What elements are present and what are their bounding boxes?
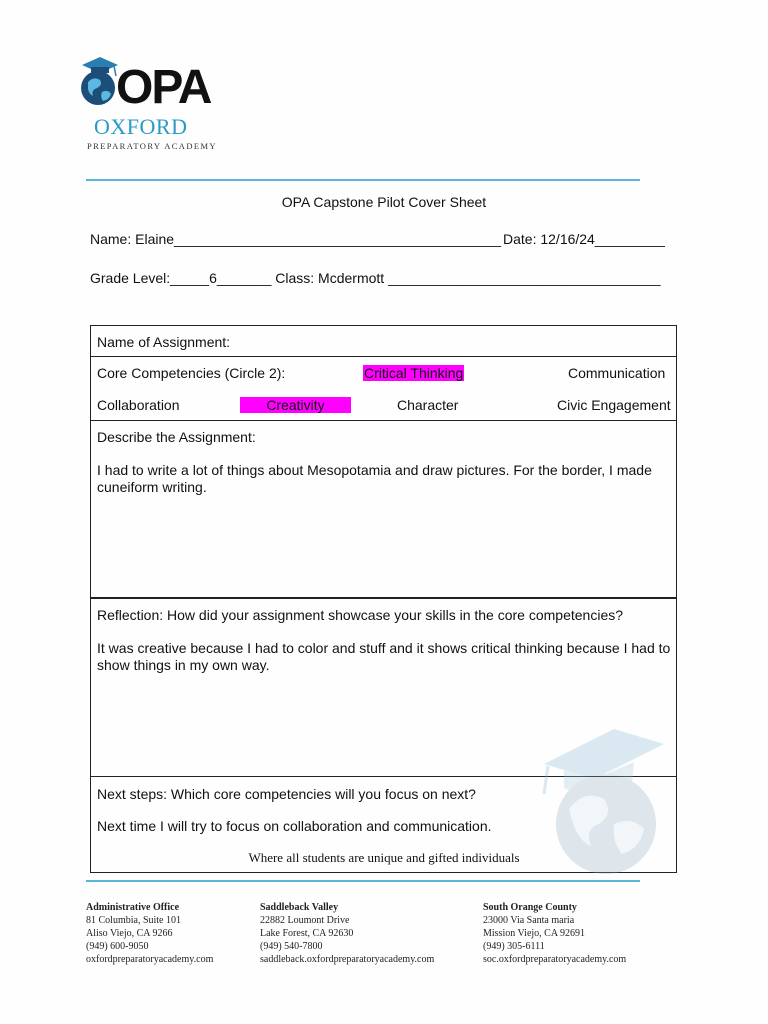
competency-creativity: Creativity bbox=[240, 397, 351, 413]
footer-link[interactable]: soc.oxfordpreparatoryacademy.com bbox=[483, 954, 627, 965]
footer-link[interactable]: saddleback.oxfordpreparatoryacademy.com bbox=[260, 954, 435, 965]
logo-monogram: OPA bbox=[116, 61, 211, 114]
describe-row bbox=[91, 421, 676, 599]
footer-line: 23000 Via Santa maria bbox=[483, 915, 575, 926]
footer-address-saddleback bbox=[260, 901, 434, 966]
footer-heading: Administrative Office bbox=[86, 902, 180, 913]
footer-line: (949) 540-7800 bbox=[260, 941, 323, 952]
competency-civic-engagement: Civic Engagement bbox=[557, 397, 671, 413]
footer-heading: South Orange County bbox=[483, 902, 577, 913]
assignment-name-label: Name of Assignment: bbox=[97, 334, 231, 350]
footer-divider bbox=[86, 880, 640, 882]
document-title: OPA Capstone Pilot Cover Sheet bbox=[281, 194, 487, 210]
logo-name: OXFORD bbox=[94, 114, 188, 139]
competency-character: Character bbox=[397, 397, 459, 413]
grade-class-field: Grade Level:_____6_______ Class: Mcdermott ___________________________________ bbox=[90, 270, 661, 286]
footer-line: (949) 600-9050 bbox=[86, 941, 149, 952]
footer-address-administrative bbox=[86, 901, 213, 966]
competency-critical-thinking: Critical Thinking bbox=[364, 365, 464, 381]
school-tagline: Where all students are unique and gifted individuals bbox=[248, 850, 520, 865]
next-steps-label: Next steps: Which core competencies will you focus on next? bbox=[97, 786, 476, 802]
footer-link[interactable]: oxfordpreparatoryacademy.com bbox=[86, 954, 214, 965]
footer-line: 22882 Loumont Drive bbox=[260, 915, 350, 926]
describe-answer: I had to write a lot of things about Mesopotamia and draw pictures. For the border, I made cuneiform writing. bbox=[97, 462, 652, 495]
logo-subtitle: PREPARATORY ACADEMY bbox=[87, 141, 217, 151]
school-logo bbox=[78, 52, 218, 152]
footer-line: Aliso Viejo, CA 9266 bbox=[86, 928, 173, 939]
name-field: Name: Elaine__________________________________________ bbox=[90, 231, 502, 247]
footer-line: Mission Viejo, CA 92691 bbox=[483, 928, 586, 939]
footer-heading: Saddleback Valley bbox=[260, 902, 339, 913]
assignment-name-row bbox=[91, 326, 676, 357]
competencies-row bbox=[91, 357, 676, 421]
competency-communication: Communication bbox=[568, 365, 666, 381]
header-divider bbox=[86, 179, 640, 181]
competencies-label: Core Competencies (Circle 2): bbox=[97, 365, 286, 381]
describe-label: Describe the Assignment: bbox=[97, 429, 256, 445]
next-steps-answer: Next time I will try to focus on collaboration and communication. bbox=[97, 818, 492, 834]
footer-line: 81 Columbia, Suite 101 bbox=[86, 915, 181, 926]
competency-collaboration: Collaboration bbox=[97, 397, 180, 413]
reflection-answer: It was creative because I had to color and stuff and it shows critical thinking because I had to show things in my own way. bbox=[97, 640, 671, 673]
date-field: Date: 12/16/24_________ bbox=[503, 231, 665, 247]
footer-address-south-orange-county bbox=[483, 901, 626, 966]
footer-line: Lake Forest, CA 92630 bbox=[260, 928, 354, 939]
footer-line: (949) 305-6111 bbox=[483, 941, 545, 952]
reflection-label: Reflection: How did your assignment showcase your skills in the core competencies? bbox=[97, 607, 624, 623]
